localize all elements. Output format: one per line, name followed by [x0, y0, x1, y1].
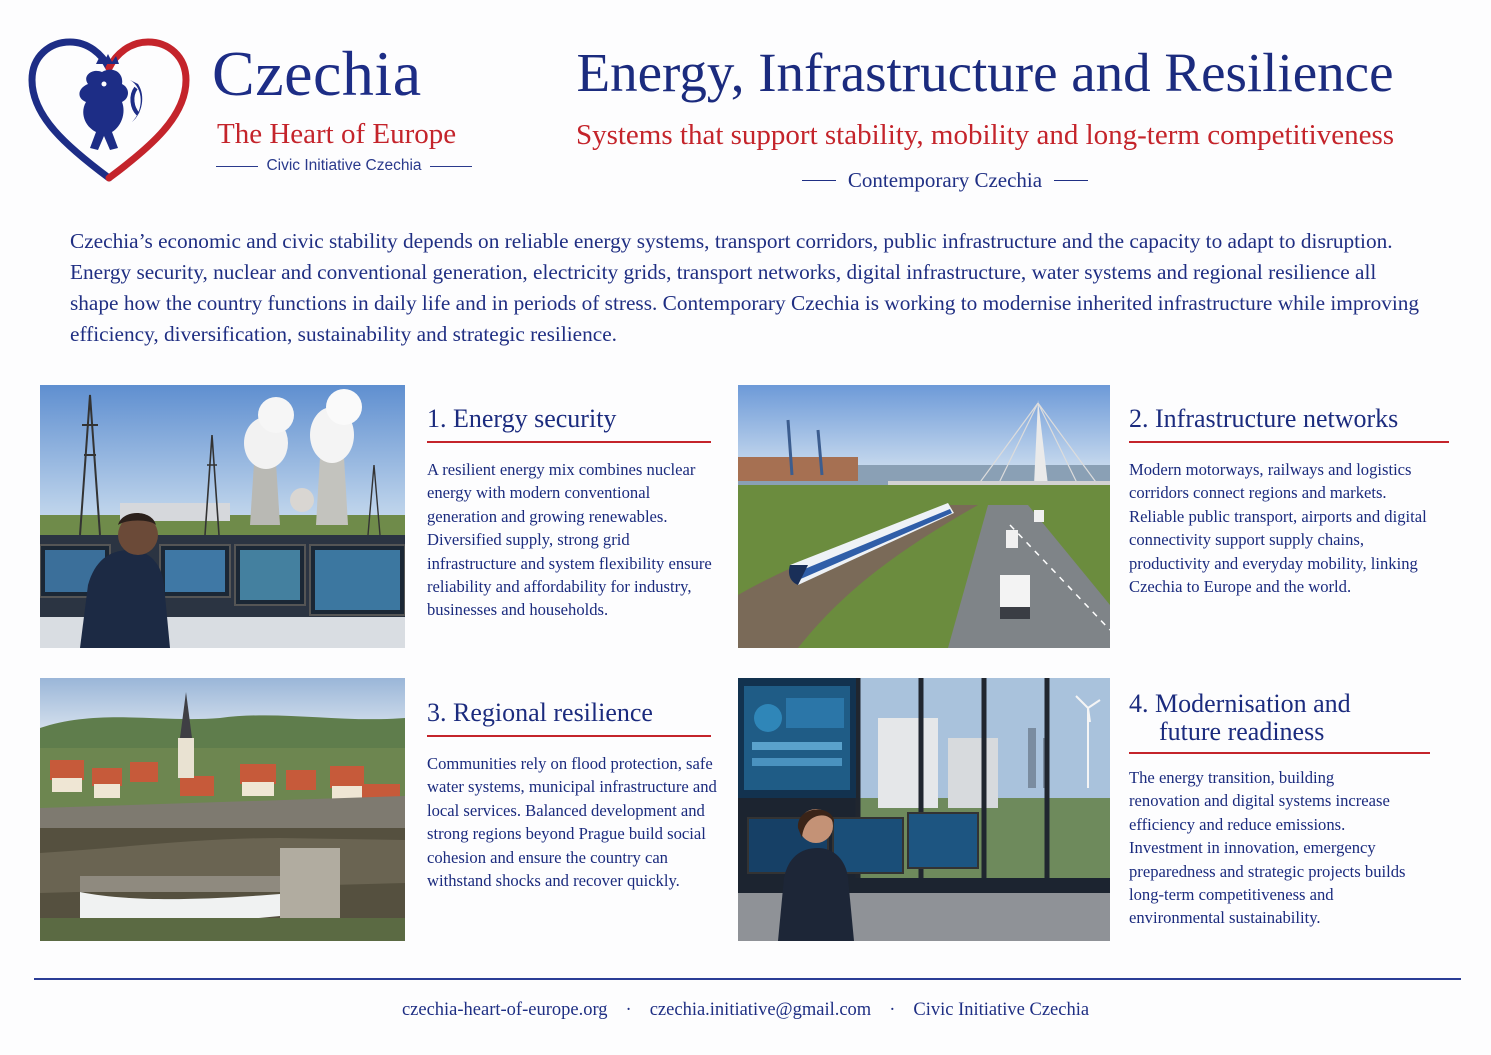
page-tagline: [760, 168, 1130, 193]
footer-separator: ·: [889, 1000, 896, 1020]
footer-separator: ·: [625, 1000, 632, 1020]
divider: [430, 166, 472, 167]
brand-tagline: [216, 157, 472, 175]
section-4-body: The energy transition, building renovation and digital systems increase efficiency and reduce emissions. Investment in innovation, emergency preparedness and strategic projects builds long-term competitiveness and environmental sustainability.: [1129, 768, 1406, 928]
section-2-divider: [1129, 441, 1449, 443]
section-4-title-line-1: 4. Modernisation and: [1129, 689, 1351, 718]
brand-title: Czechia: [212, 38, 422, 109]
divider: [216, 166, 258, 167]
page-title: Energy, Infrastructure and Resilience: [576, 42, 1394, 103]
section-1-body: A resilient energy mix combines nuclear energy with modern conventional generation and growing renewables. Diversified supply, strong grid infrastructure and system flexibility ensure reliability and affordability for industry, businesses and households.: [427, 460, 712, 620]
page-tagline-text: Contemporary Czechia: [847, 168, 1043, 192]
section-1-title: 1. Energy security: [427, 404, 617, 433]
brand-tagline-text: Civic Initiative Czechia: [266, 157, 422, 174]
infrastructure-networks-image: [738, 385, 1110, 648]
modernisation-image: [738, 678, 1110, 941]
section-3-title: 3. Regional resilience: [427, 698, 653, 727]
footer-organization: Civic Initiative Czechia: [913, 1000, 1090, 1020]
divider: [1054, 180, 1088, 182]
page-subtitle: Systems that support stability, mobility and long-term competitiveness: [575, 119, 1395, 151]
section-2-title: 2. Infrastructure networks: [1129, 404, 1399, 433]
divider: [802, 180, 836, 182]
footer-email-link[interactable]: czechia.initiative@gmail.com: [649, 1000, 872, 1020]
section-4-divider: [1129, 752, 1430, 754]
intro-paragraph: Czechia’s economic and civic stability depends on reliable energy systems, transport corridors, public infrastructure and the capacity to adapt to disruption. Energy security, nuclear and conventional generation, electricity grids, transport networks, digital infrastructure, water systems and regional resilience all shape how the country functions in daily life and in periods of stress. Contemporary Czechia is working to modernise inherited infrastructure while improving efficiency, diversification, sustainability and strategic resilience.: [70, 229, 1420, 346]
footer-website-link[interactable]: czechia-heart-of-europe.org: [401, 1000, 608, 1020]
footer: [0, 1000, 1491, 1021]
section-2-body: Modern motorways, railways and logistics corridors connect regions and markets. Reliable public transport, airports and digital connectivity support supply chains, productivity and everyday mobility, linking Czechia to Europe and the world.: [1129, 460, 1427, 597]
section-1-divider: [427, 441, 711, 443]
section-3-body: Communities rely on flood protection, safe water systems, municipal infrastructure and local services. Balanced development and strong regions beyond Prague build social cohesion and ensure the country can withstand shocks and recover quickly.: [427, 754, 717, 891]
section-4-title-line-2: future readiness: [1159, 717, 1325, 747]
brand-subtitle: The Heart of Europe: [217, 118, 457, 150]
footer-divider: [34, 978, 1461, 980]
section-4-title: [1129, 690, 1351, 746]
energy-security-image: [40, 385, 405, 648]
section-3-divider: [427, 735, 711, 737]
heart-logo-icon: [26, 36, 192, 186]
regional-resilience-image: [40, 678, 405, 941]
